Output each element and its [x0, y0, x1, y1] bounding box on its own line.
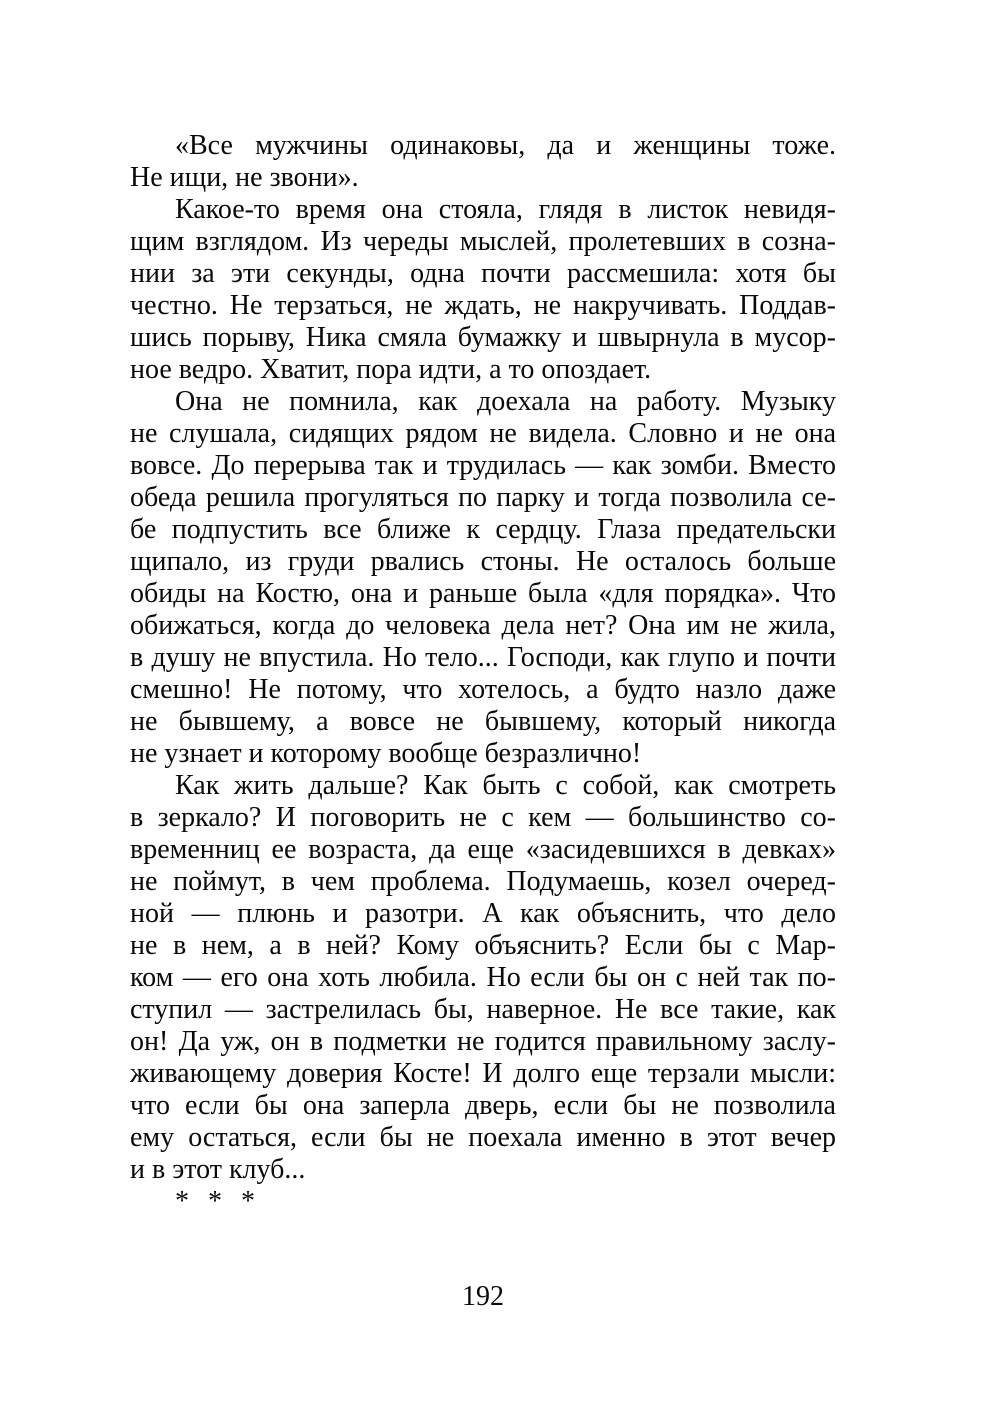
- text-line: ступил — застрелилась бы, наверное. Не все такие, как: [130, 994, 836, 1025]
- text-line: временниц ее возраста, да еще «засидевшихся в девках»: [130, 834, 836, 865]
- text-line: что если бы она заперла дверь, если бы не позволила: [130, 1090, 836, 1121]
- text-line: обижаться, когда до человека дела нет? Она им не жила,: [130, 610, 836, 641]
- paragraphs-container: [130, 130, 836, 1186]
- text-line: не в нем, а в ней? Кому объяснить? Если бы с Мар-: [130, 930, 836, 961]
- text-line: смешно! Не потому, что хотелось, а будто назло даже: [130, 674, 836, 705]
- page-number: 192: [462, 1281, 504, 1312]
- text-line: не узнает и которому вообще безразлично!: [130, 738, 642, 769]
- page-text: [130, 130, 836, 1218]
- text-line: в зеркало? И поговорить не с кем — большинство со-: [130, 802, 836, 833]
- text-line: щипало, из груди рвались стоны. Не осталось больше: [130, 546, 836, 577]
- text-line: ной — плюнь и разотри. А как объяснить, что дело: [130, 898, 836, 929]
- text-line: «Все мужчины одинаковы, да и женщины тоже.: [175, 130, 836, 161]
- section-separator: * * *: [175, 1186, 261, 1217]
- text-line: щим взглядом. Из череды мыслей, пролетевших в созна-: [130, 226, 836, 257]
- text-line: Как жить дальше? Как быть с собой, как смотреть: [175, 770, 836, 801]
- text-line: обеда решила прогуляться по парку и тогда позволила се-: [130, 482, 836, 513]
- text-line: живающему доверия Косте! И долго еще терзали мысли:: [130, 1058, 836, 1089]
- text-line: ком — его она хоть любила. Но если бы он с ней так по-: [130, 962, 836, 993]
- text-line: нии за эти секунды, одна почти рассмешила: хотя бы: [130, 258, 836, 289]
- text-line: честно. Не терзаться, не ждать, не накручивать. Поддав-: [130, 290, 836, 321]
- text-line: вовсе. До перерыва так и трудилась — как зомби. Вместо: [130, 450, 836, 481]
- text-line: не бывшему, а вовсе не бывшему, который никогда: [130, 706, 836, 737]
- text-line: он! Да уж, он в подметки не годится правильному заслу-: [130, 1026, 836, 1057]
- text-line: в душу не впустила. Но тело... Господи, как глупо и почти: [130, 642, 836, 673]
- text-line: бе подпустить все ближе к сердцу. Глаза предательски: [130, 514, 836, 545]
- text-line: Она не помнила, как доехала на работу. Музыку: [175, 386, 836, 417]
- text-line: Какое-то время она стояла, глядя в листок невидя-: [175, 194, 836, 225]
- text-line: ему остаться, если бы не поехала именно в этот вечер: [130, 1122, 836, 1153]
- text-line: не поймут, в чем проблема. Подумаешь, козел очеред-: [130, 866, 836, 897]
- text-line: не слушала, сидящих рядом не видела. Словно и не она: [130, 418, 836, 449]
- text-line: и в этот клуб...: [130, 1154, 306, 1185]
- text-line: обиды на Костю, она и раньше была «для порядка». Что: [130, 578, 836, 609]
- text-line: ное ведро. Хватит, пора идти, а то опоздает.: [130, 354, 652, 385]
- text-line: шись порыву, Ника смяла бумажку и швырнула в мусор-: [130, 322, 836, 353]
- text-line: Не ищи, не звони».: [130, 162, 359, 193]
